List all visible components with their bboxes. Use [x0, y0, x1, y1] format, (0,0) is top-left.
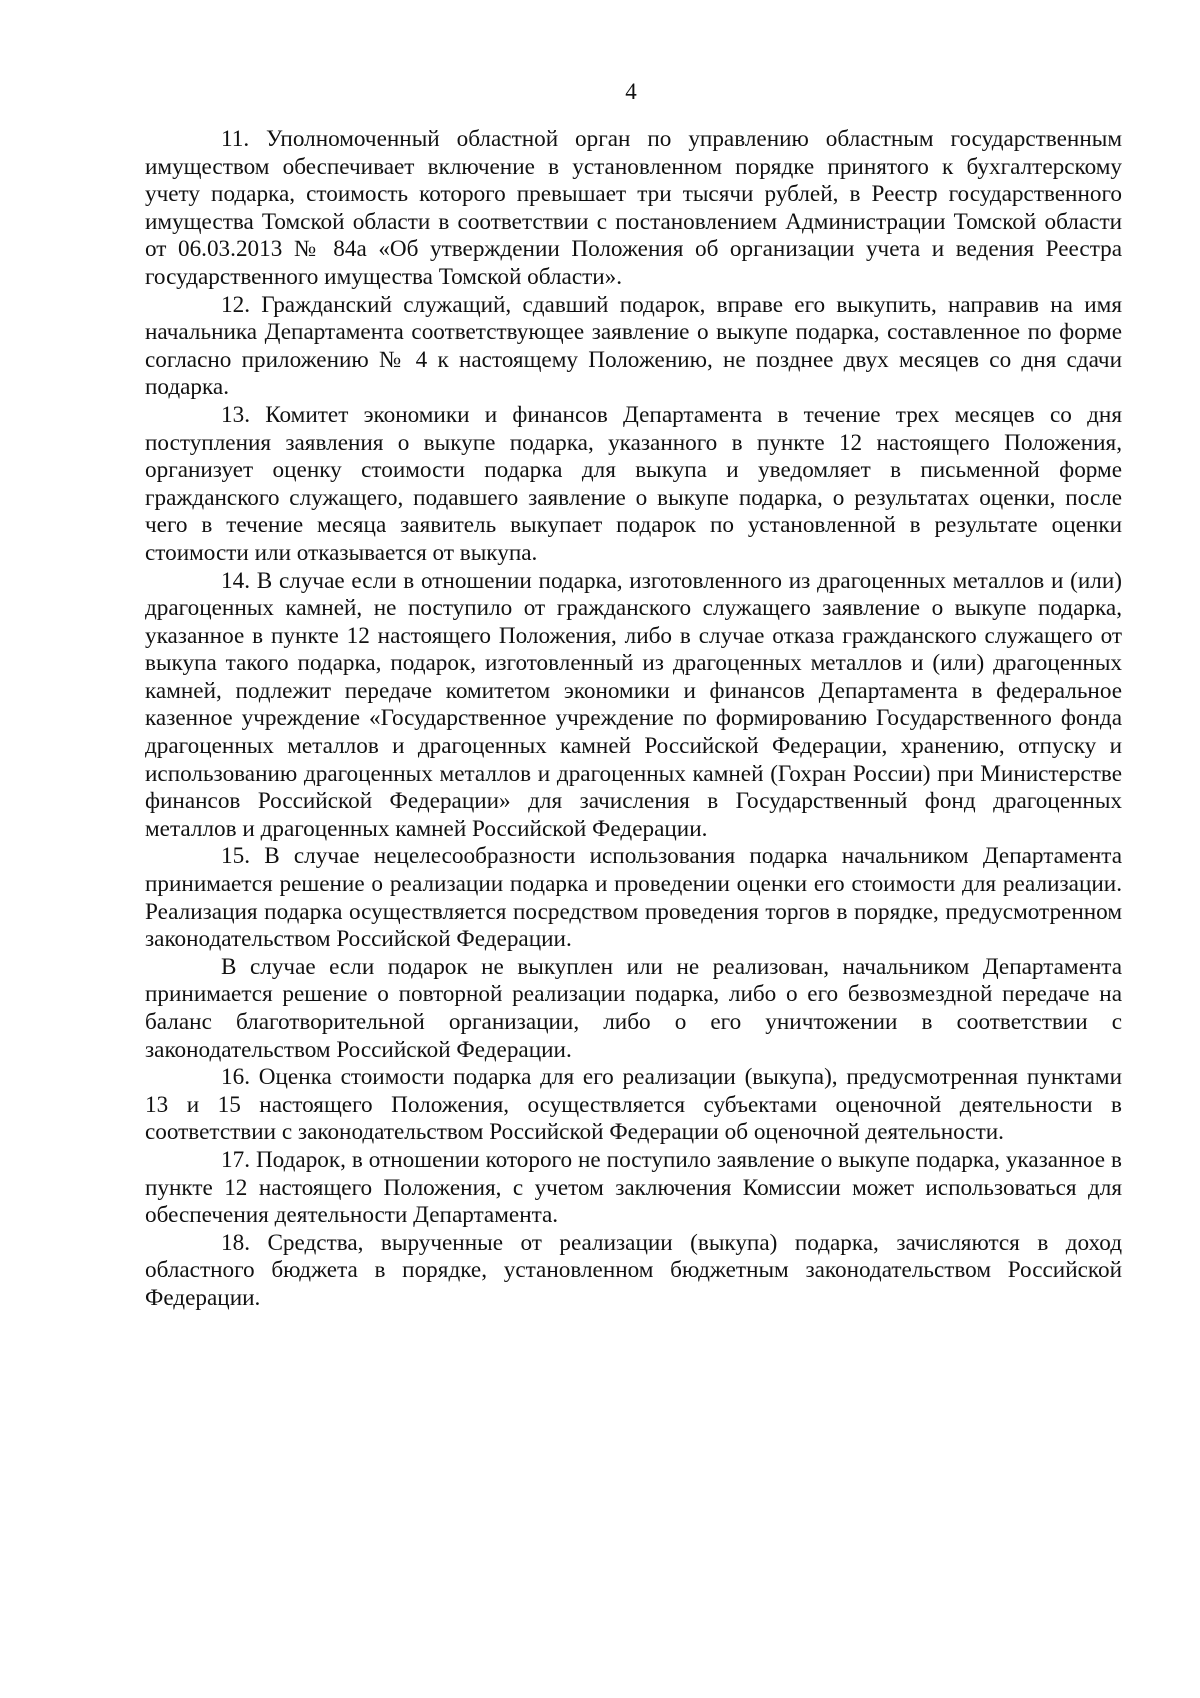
paragraph-12: 12. Гражданский служащий, сдавший подарок, вправе его выкупить, направив на имя начальника Департамента соответствующее заявление о выкупе подарка, составленное по форме согласно приложению № 4 к настоящему Положению, не позднее двух месяцев со дня сдачи подарка.	[145, 291, 1122, 401]
paragraph-16: 16. Оценка стоимости подарка для его реализации (выкупа), предусмотренная пунктами 13 и 15 настоящего Положения, осуществляется субъектами оценочной деятельности в соответствии с законодательством Российской Федерации об оценочной деятельности.	[145, 1064, 1122, 1146]
paragraph-11: 11. Уполномоченный областной орган по управлению областным государственным имуществом обеспечивает включение в установленном порядке принятого к бухгалтерскому учету подарка, стоимость которого превышает три тысячи рублей, в Реестр государственного имущества Томской области в соответствии с постановлением Администрации Томской области от 06.03.2013 № 84а «Об утверждении Положения об организации учета и ведения Реестра государственного имущества Томской области».	[145, 126, 1122, 290]
document-body	[145, 126, 1122, 1313]
paragraph-15: 15. В случае нецелесообразности использования подарка начальником Департамента принимается решение о реализации подарка и проведении оценки его стоимости для реализации. Реализация подарка осуществляется посредством проведения торгов в порядке, предусмотренном законодательством Российской Федерации.	[145, 843, 1122, 953]
paragraph-18: 18. Средства, вырученные от реализации (выкупа) подарка, зачисляются в доход областного бюджета в порядке, установленном бюджетным законодательством Российской Федерации.	[145, 1229, 1122, 1311]
page-number: 4	[625, 79, 637, 104]
paragraph-15-continued: В случае если подарок не выкуплен или не реализован, начальником Департамента принимается решение о повторной реализации подарка, либо о его безвозмездной передаче на баланс благотворительной организации, либо о его уничтожении в соответствии с законодательством Российской Федерации.	[145, 953, 1122, 1063]
paragraph-14: 14. В случае если в отношении подарка, изготовленного из драгоценных металлов и (или) драгоценных камней, не поступило от гражданского служащего заявление о выкупе подарка, указанное в пункте 12 настоящего Положения, либо в случае отказа гражданского служащего от выкупа такого подарка, подарок, изготовленный из драгоценных металлов и (или) драгоценных камней, подлежит передаче комитетом экономики и финансов Департамента в федеральное казенное учреждение «Государственное учреждение по формированию Государственного фонда драгоценных металлов и драгоценных камней Российской Федерации, хранению, отпуску и использованию драгоценных металлов и драгоценных камней (Гохран России) при Министерстве финансов Российской Федерации» для зачисления в Государственный фонд драгоценных металлов и драгоценных камней Российской Федерации.	[145, 567, 1122, 842]
paragraph-13: 13. Комитет экономики и финансов Департамента в течение трех месяцев со дня поступления заявления о выкупе подарка, указанного в пункте 12 настоящего Положения, организует оценку стоимости подарка для выкупа и уведомляет в письменной форме гражданского служащего, подавшего заявление о выкупе подарка, о результатах оценки, после чего в течение месяца заявитель выкупает подарок по установленной в результате оценки стоимости или отказывается от выкупа.	[145, 401, 1122, 566]
paragraph-17: 17. Подарок, в отношении которого не поступило заявление о выкупе подарка, указанное в пункте 12 настоящего Положения, с учетом заключения Комиссии может использоваться для обеспечения деятельности Департамента.	[145, 1146, 1122, 1229]
